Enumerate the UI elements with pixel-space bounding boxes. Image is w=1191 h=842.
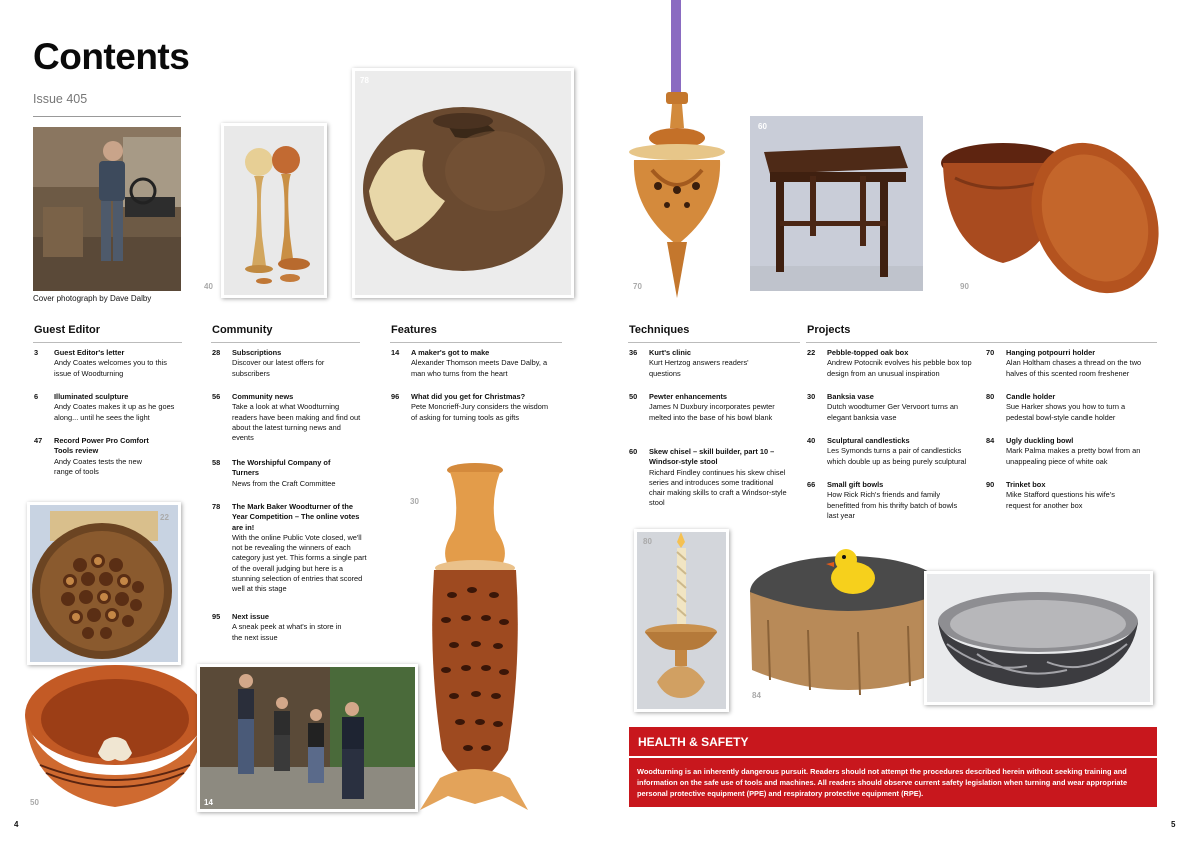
entry-page-number: 40 xyxy=(807,436,816,445)
entry-title: Candle holder xyxy=(1006,392,1056,401)
cover-caption: Cover photograph by Dave Dalby xyxy=(33,294,152,303)
photo-page-label: 78 xyxy=(360,76,369,85)
section-rule xyxy=(211,342,360,343)
section-rule xyxy=(390,342,562,343)
entry-page-number: 90 xyxy=(986,480,995,489)
entry-page-number: 22 xyxy=(807,348,816,357)
contents-entry[interactable] xyxy=(212,348,352,379)
health-safety-text: Woodturning is an inherently dangerous pursuit. Readers should not attempt the procedures described herein without seeking training and information on the safe use of tools and machines. All readers should observe current safety legislation when turning and wear appropriate personal protective equipment (PPE) and respiratory protective equipment (RPE). xyxy=(629,758,1157,807)
photo-page-label: 50 xyxy=(30,798,39,807)
entry-title: What did you get for Christmas? xyxy=(411,392,526,401)
entry-page-number: 50 xyxy=(629,392,638,401)
entry-title: Hanging potpourri holder xyxy=(1006,348,1096,357)
cover-photo xyxy=(33,127,181,291)
contents-entry[interactable] xyxy=(391,348,563,379)
page-title: Contents xyxy=(33,36,190,77)
entry-page-number: 66 xyxy=(807,480,816,489)
entry-title: Small gift bowls xyxy=(827,480,884,489)
section-heading-features: Features xyxy=(391,324,437,336)
entry-page-number: 47 xyxy=(34,436,43,445)
entry-page-number: 60 xyxy=(629,447,638,456)
entry-description: Discover our latest offers for subscribers xyxy=(232,358,325,378)
entry-title: The Mark Baker Woodturner of the Year Competition – The online votes are in! xyxy=(232,502,360,532)
entry-page-number: 36 xyxy=(629,348,638,357)
gift-bowl-photo xyxy=(20,655,210,815)
entry-description: Les Symonds turns a pair of candlesticks which double up as being purely sculptural xyxy=(827,446,967,466)
contents-entry[interactable] xyxy=(629,392,779,423)
entry-page-number: 28 xyxy=(212,348,221,357)
entry-page-number: 95 xyxy=(212,612,221,621)
photo-page-label: 60 xyxy=(758,122,767,131)
contents-entry[interactable] xyxy=(629,447,789,509)
entry-title: Sculptural candlesticks xyxy=(827,436,910,445)
entry-description: Richard Findley continues his skew chisel series and introduces some traditional chair making skills to craft a Windsor-style stool xyxy=(649,467,787,508)
contents-entry[interactable] xyxy=(807,436,982,467)
pebble-box-photo xyxy=(27,502,181,665)
entry-description: News from the Craft Committee xyxy=(232,478,336,488)
entry-description: Pete Moncrieff-Jury considers the wisdom of asking for turning tools as gifts xyxy=(411,402,549,422)
contents-entry[interactable] xyxy=(629,348,759,379)
entry-title: Kurt's clinic xyxy=(649,348,692,357)
entry-page-number: 14 xyxy=(391,348,400,357)
entry-page-number: 84 xyxy=(986,436,995,445)
entry-page-number: 70 xyxy=(986,348,995,357)
title-divider xyxy=(33,116,181,117)
entry-title: Record Power Pro Comfort Tools review xyxy=(54,436,149,456)
entry-title: Guest Editor's letter xyxy=(54,348,125,357)
entry-description: With the online Public Vote closed, we'll not be revealing the winners of each category just yet. This forms a single part of the overall judging but here is a stunning selection of entries that scored well at this stage xyxy=(232,532,367,594)
entry-title: Banksia vase xyxy=(827,392,874,401)
pewter-bowl-photo xyxy=(924,571,1153,705)
photo-page-label: 70 xyxy=(633,282,642,291)
entry-description: A sneak peek at what's in store in the next issue xyxy=(232,622,342,642)
entry-description: Andrew Potocnik evolves his pebble box top design from an unusual inspiration xyxy=(827,358,972,378)
entry-page-number: 80 xyxy=(986,392,995,401)
entry-description: Take a look at what Woodturning readers have been making and find out about the latest turning news and events xyxy=(232,402,361,443)
entry-title: Trinket box xyxy=(1006,480,1046,489)
contents-entry[interactable] xyxy=(212,392,362,443)
photo-page-label: 22 xyxy=(160,513,169,522)
candlesticks-photo xyxy=(221,123,327,298)
photo-page-label: 30 xyxy=(410,497,419,506)
entry-title: A maker's got to make xyxy=(411,348,490,357)
contents-entry[interactable] xyxy=(34,392,184,423)
entry-title: Subscriptions xyxy=(232,348,282,357)
contents-entry[interactable] xyxy=(986,480,1136,511)
photo-page-label: 14 xyxy=(204,798,213,807)
entry-title: Pebble-topped oak box xyxy=(827,348,909,357)
entry-title: The Worshipful Company of Turners xyxy=(232,458,331,478)
entry-page-number: 30 xyxy=(807,392,816,401)
contents-entry[interactable] xyxy=(807,348,982,379)
entry-description: Kurt Hertzog answers readers' questions xyxy=(649,358,749,378)
entry-page-number: 56 xyxy=(212,392,221,401)
entry-description: Alan Holtham chases a thread on the two halves of this scented room freshener xyxy=(1006,358,1142,378)
trinket-box-photo xyxy=(935,108,1165,308)
entry-title: Skew chisel – skill builder, part 10 – Windsor-style stool xyxy=(649,447,775,467)
entry-description: Alexander Thomson meets Dave Dalby, a man who turns from the heart xyxy=(411,358,548,378)
entry-page-number: 6 xyxy=(34,392,39,401)
entry-description: Mike Stafford questions his wife's request for another box xyxy=(1006,490,1115,510)
entry-description: Dutch woodturner Ger Vervoort turns an elegant banksia vase xyxy=(827,402,959,422)
contents-entry[interactable] xyxy=(807,480,967,521)
entry-description: Sue Harker shows you how to turn a pedestal bowl-style candle holder xyxy=(1006,402,1126,422)
entry-page-number: 3 xyxy=(34,348,39,357)
contents-entry[interactable] xyxy=(34,436,159,477)
entry-page-number: 96 xyxy=(391,392,400,401)
contents-entry[interactable] xyxy=(986,348,1158,379)
contents-entry[interactable] xyxy=(391,392,551,423)
photo-page-label: 84 xyxy=(752,691,761,700)
health-safety-heading: HEALTH & SAFETY xyxy=(629,727,1157,756)
entry-description: How Rick Rich's friends and family benefitted from his thrifty batch of bowls last year xyxy=(827,490,958,520)
issue-number: Issue 405 xyxy=(33,92,88,106)
contents-entry[interactable] xyxy=(807,392,967,423)
entry-title: Community news xyxy=(232,392,294,401)
contents-entry[interactable] xyxy=(212,458,352,489)
entry-description: Mark Palma makes a pretty bowl from an unappealing piece of white oak xyxy=(1006,446,1141,466)
oak-log-photo xyxy=(748,540,953,705)
entry-description: Andy Coates welcomes you to this issue of Woodturning xyxy=(54,358,167,378)
stool-photo xyxy=(750,116,923,291)
entry-description: Andy Coates makes it up as he goes along... until he sees the light xyxy=(54,402,175,422)
candle-holder-photo xyxy=(634,529,729,712)
section-rule xyxy=(33,342,182,343)
banksia-vase-photo xyxy=(410,460,535,820)
photo-page-label: 80 xyxy=(643,537,652,546)
section-rule xyxy=(806,342,1157,343)
section-rule xyxy=(628,342,800,343)
contents-entry[interactable] xyxy=(986,392,1146,423)
section-heading-community: Community xyxy=(212,324,273,336)
entry-page-number: 58 xyxy=(212,458,221,467)
entry-title: Next issue xyxy=(232,612,269,621)
entry-title: Pewter enhancements xyxy=(649,392,728,401)
page-number-right: 5 xyxy=(1171,820,1176,829)
page-number-left: 4 xyxy=(14,820,19,829)
entry-page-number: 78 xyxy=(212,502,221,511)
entry-description: Andy Coates tests the new range of tools xyxy=(54,456,142,476)
group-photo xyxy=(197,664,418,812)
potpourri-holder-photo xyxy=(622,0,732,300)
entry-title: Ugly duckling bowl xyxy=(1006,436,1074,445)
contents-entry[interactable] xyxy=(212,612,352,643)
photo-page-label: 40 xyxy=(204,282,213,291)
contents-entry[interactable] xyxy=(212,502,367,595)
section-heading-projects: Projects xyxy=(807,324,851,336)
contents-entry[interactable] xyxy=(986,436,1154,467)
contents-entry[interactable] xyxy=(34,348,184,379)
photo-page-label: 90 xyxy=(960,282,969,291)
entry-title: Illuminated sculpture xyxy=(54,392,129,401)
section-heading-guest-editor: Guest Editor xyxy=(34,324,101,336)
hollow-form-photo xyxy=(352,68,574,298)
entry-description: James N Duxbury incorporates pewter melted into the base of his bowl blank xyxy=(649,402,775,422)
section-heading-techniques: Techniques xyxy=(629,324,690,336)
